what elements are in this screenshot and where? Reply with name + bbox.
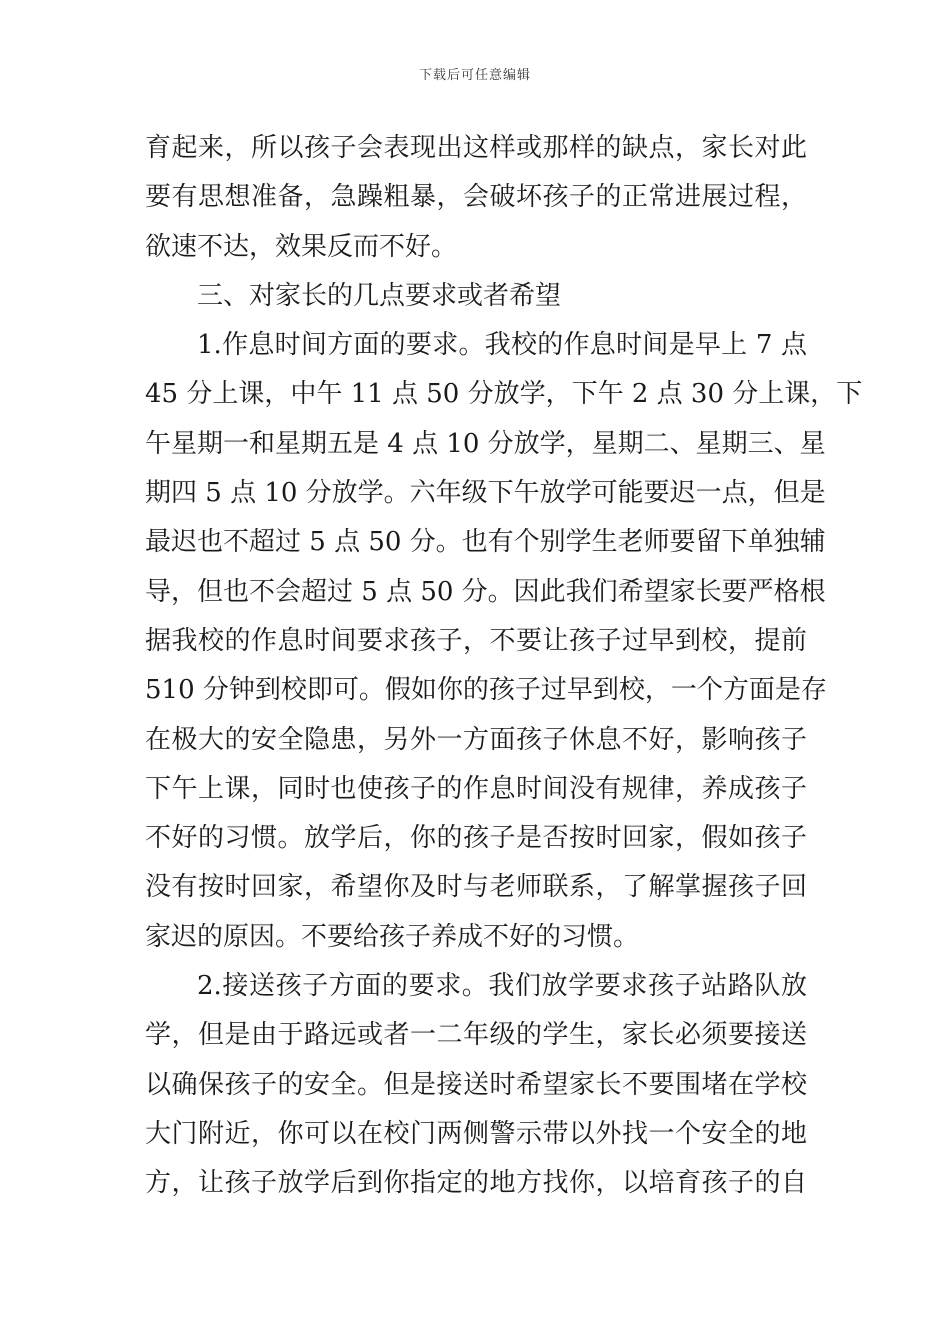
text-line: 家迟的原因。不要给孩子养成不好的习惯。 [145,921,640,952]
text-line: 午星期一和星期五是 4 点 10 分放学，星期二、星期三、星 [145,428,826,459]
text-line: 1.作息时间方面的要求。我校的作息时间是早上 7 点 [197,330,807,361]
text-line: 据我校的作息时间要求孩子，不要让孩子过早到校，提前 [145,625,807,656]
section-heading: 三、对家长的几点要求或者希望 [197,280,562,311]
text-line: 45 分上课，中午 11 点 50 分放学，下午 2 点 30 分上课，下 [145,379,863,410]
text-line: 下午上课，同时也使孩子的作息时间没有规律，养成孩子 [145,773,807,804]
text-line: 没有按时回家，希望你及时与老师联系，了解掌握孩子回 [145,872,807,903]
text-line: 510 分钟到校即可。假如你的孩子过早到校，一个方面是存 [145,675,827,706]
text-line: 在极大的安全隐患，另外一方面孩子休息不好，影响孩子 [145,724,807,755]
document-body [145,124,863,1209]
text-line: 以确保孩子的安全。但是接送时希望家长不要围堵在学校 [145,1069,807,1100]
text-line: 大门附近，你可以在校门两侧警示带以外找一个安全的地 [145,1118,807,1149]
text-line: 育起来，所以孩子会表现出这样或那样的缺点，家长对此 [145,133,807,163]
text-line: 2.接送孩子方面的要求。我们放学要求孩子站路队放 [197,971,807,1002]
text-line: 期四 5 点 10 分放学。六年级下午放学可能要迟一点，但是 [145,478,826,509]
text-line: 最迟也不超过 5 点 50 分。也有个别学生老师要留下单独辅 [145,527,826,558]
text-line: 导，但也不会超过 5 点 50 分。因此我们希望家长要严格根 [145,576,826,607]
text-line: 学，但是由于路远或者一二年级的学生，家长必须要接送 [145,1020,807,1051]
text-line: 欲速不达，效果反而不好。 [145,231,458,262]
text-line: 不好的习惯。放学后，你的孩子是否按时回家，假如孩子 [145,823,807,854]
page-header: 下载后可任意编辑 [418,68,531,83]
text-line: 方，让孩子放学后到你指定的地方找你，以培育孩子的自 [145,1168,807,1199]
text-line: 要有思想准备，急躁粗暴，会破坏孩子的正常进展过程， [145,182,807,213]
